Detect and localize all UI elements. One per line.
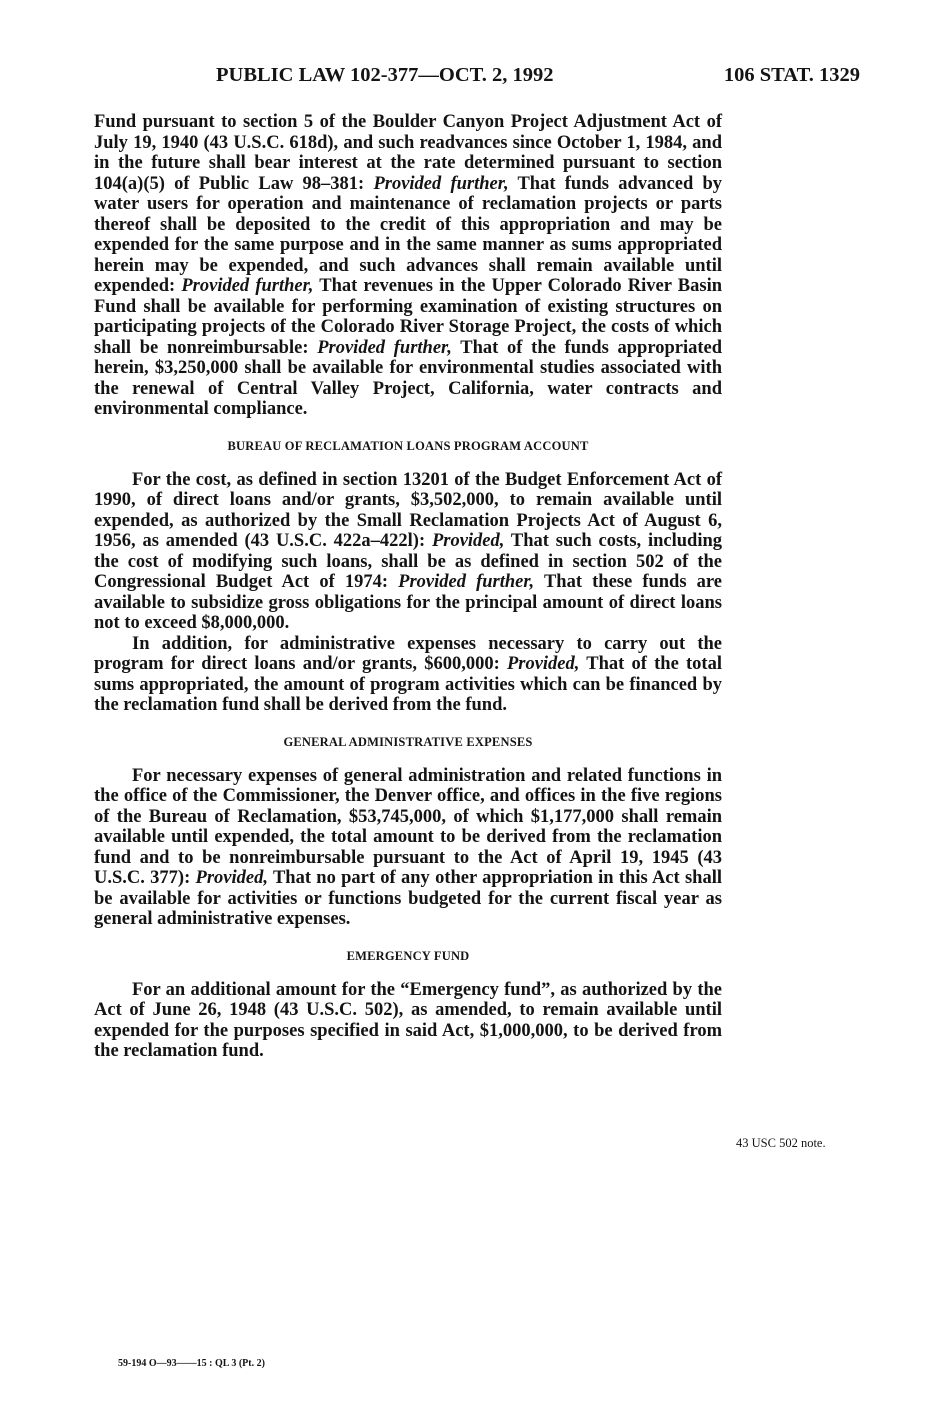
loans-text-1: For the cost, as defined in section 13201 of the Budget Enforcement Act of 1990, of direct loans and/or grants, $3,502,000, to remain available until expended, as authorized by the Small Reclamation Projects Act of August 6, 1956, as amended (43 U.S.C. 422a–422l): [94, 469, 722, 551]
print-footer: 59-194 O—93——15 : QL 3 (Pt. 2) [118, 1358, 265, 1369]
admin-proviso-1: Provided, [195, 868, 268, 888]
intro-paragraph [94, 112, 722, 420]
loans-paragraph-1 [94, 470, 722, 634]
running-header [92, 64, 860, 94]
intro-text-4: That of the funds appropriated herein, $3,250,000 shall be available for environmental studies associated with the renewal of Central Valley Project, California, water contracts and environmental compliance. [94, 337, 723, 419]
intro-proviso-1: Provided further, [373, 173, 509, 194]
loans-text-5: That of the total sums appropriated, the amount of program activities which can be financed by the reclamation fund shall be derived from the fund. [94, 654, 722, 715]
intro-text-3: That revenues in the Upper Colorado River Basin Fund shall be available for performing examination of existing structures on participating projects of the Colorado River Storage Project, the costs of which shall be nonreimbursable: [94, 276, 723, 358]
intro-proviso-2: Provided further, [181, 276, 314, 296]
loans-text-4: In addition, for administrative expenses necessary to carry out the program for direct loans and/or grants, $600,000: [94, 633, 722, 674]
margin-note: 43 USC 502 note. [736, 1136, 826, 1150]
admin-paragraph [94, 766, 722, 930]
loans-paragraph-2 [94, 634, 722, 716]
loans-proviso-3: Provided, [506, 654, 580, 674]
loans-heading: BUREAU OF RECLAMATION LOANS PROGRAM ACCOUNT [227, 438, 589, 453]
loans-proviso-2: Provided further, [398, 572, 535, 592]
admin-text-1: For necessary expenses of general administration and related functions in the office of the Commissioner, the Denver office, and offices in the five regions of the Bureau of Reclamation, $53,745,000, of which $1,177,000 shall remain available until expended, the total amount to be derived from the reclamation fund and to be nonreimbursable pursuant to the Act of April 19, 1945 (43 U.S.C. 377): [94, 765, 722, 888]
intro-text-2: That funds advanced by water users for operation and maintenance of reclamation projects or parts thereof shall be deposited to the credit of this appropriation and may be expended for the same purpose and in the same manner as sums appropriated herein may be expended, and such advances shall remain available until expended: [94, 173, 722, 296]
loans-text-2: That such costs, including the cost of modifying such loans, shall be as defined in section 502 of the Congressional Budget Act of 1974: [94, 531, 723, 592]
emergency-heading: EMERGENCY FUND [346, 948, 470, 963]
loans-text-3: That these funds are available to subsidize gross obligations for the principal amount of direct loans not to exceed $8,000,000. [94, 572, 722, 633]
statute-page-number: 106 STAT. 1329 [723, 64, 860, 86]
intro-text-1: Fund pursuant to section 5 of the Boulder Canyon Project Adjustment Act of July 19, 1940 (43 U.S.C. 618d), and such readvances since October 1, 1984, and in the future shall bear interest at the rate determined pursuant to section 104(a)(5) of Public Law 98–381: [94, 112, 722, 194]
law-title: PUBLIC LAW 102-377—OCT. 2, 1992 [216, 64, 554, 86]
emergency-paragraph: For an additional amount for the “Emergency fund”, as authorized by the Act of June 26, 1948 (43 U.S.C. 502), as amended, to remain available until expended for the purposes specified in said Act, $1,000,000, to be derived from the reclamation fund. [94, 979, 722, 1061]
admin-heading: GENERAL ADMINISTRATIVE EXPENSES [283, 734, 533, 749]
admin-text-2: That no part of any other appropriation in this Act shall be available for activities or functions budgeted for the current fiscal year as general administrative expenses. [94, 868, 722, 929]
body-text [94, 112, 722, 1062]
intro-proviso-3: Provided further, [317, 337, 452, 358]
loans-proviso-1: Provided, [431, 531, 505, 551]
